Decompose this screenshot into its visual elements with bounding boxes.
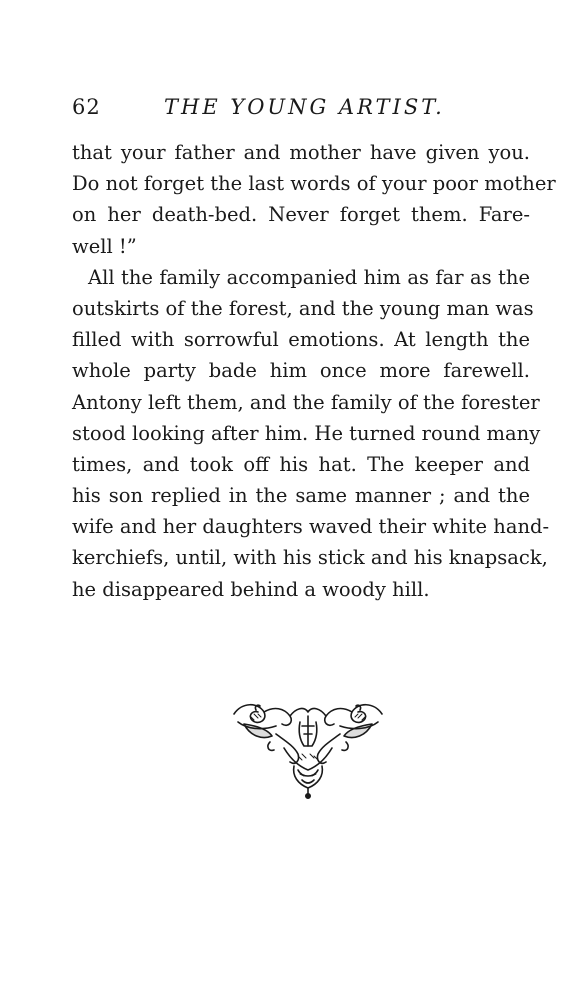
- floral-tailpiece-icon: [228, 696, 388, 800]
- text-line: kerchiefs, until, with his stick and his knapsack,: [72, 546, 548, 570]
- text-line: All the family accompanied him as far as the: [88, 265, 530, 289]
- text-line: Do not forget the last words of your poor mother: [72, 172, 556, 196]
- text-line: times, and took off his hat. The keeper and: [72, 452, 530, 476]
- running-head: [72, 92, 532, 122]
- text-line: well !”: [72, 234, 137, 258]
- text-line: that your father and mother have given you.: [72, 141, 530, 164]
- text-line: wife and her daughters waved their white hand-: [72, 515, 550, 539]
- text-line: Antony left them, and the family of the forester: [72, 390, 540, 414]
- text-line: on her death-bed. Never forget them. Fare-: [72, 203, 530, 227]
- text-line: outskirts of the forest, and the young man was: [72, 296, 534, 320]
- page-number: 62: [72, 95, 101, 119]
- paragraph-2: [72, 262, 550, 605]
- text-line: he disappeared behind a woody hill.: [72, 577, 430, 601]
- paragraph-1: [72, 137, 556, 262]
- text-line: stood looking after him. He turned round many: [72, 421, 541, 445]
- text-line: filled with sorrowful emotions. At length the: [72, 328, 530, 352]
- running-title: THE YOUNG ARTIST.: [164, 95, 445, 119]
- body-text: [72, 137, 556, 605]
- text-line: whole party bade him once more farewell.: [72, 359, 530, 383]
- text-line: his son replied in the same manner ; and the: [72, 484, 530, 508]
